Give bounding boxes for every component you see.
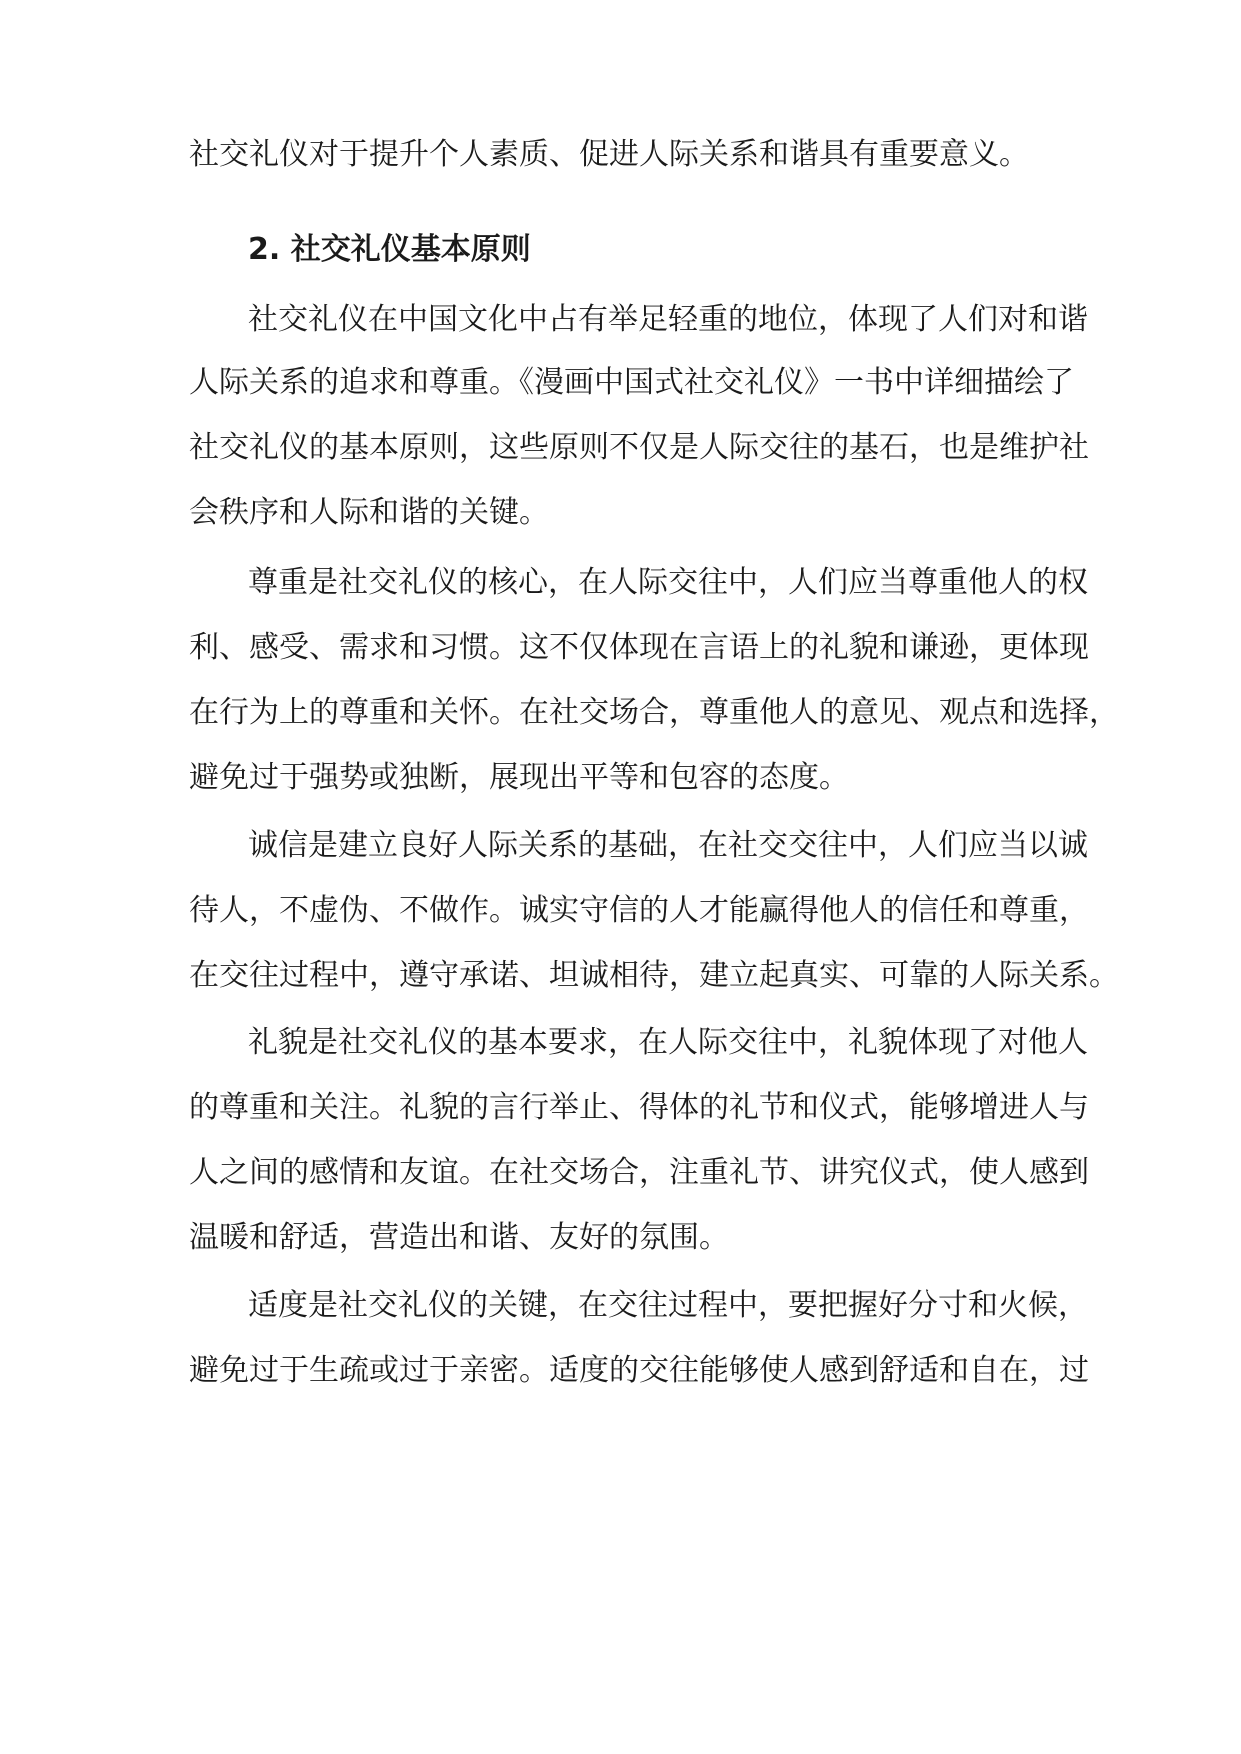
section-heading: 2. 社交礼仪基本原则 xyxy=(248,232,531,267)
paragraph-line: 在交往过程中，遵守承诺、坦诚相待，建立起真实、可靠的人际关系。 xyxy=(189,958,1119,993)
paragraph-line: 会秩序和人际和谐的关键。 xyxy=(189,495,549,530)
paragraph-line: 诚信是建立良好人际关系的基础，在社交交往中，人们应当以诚 xyxy=(248,828,1088,863)
paragraph-line: 适度是社交礼仪的关键，在交往过程中，要把握好分寸和火候， xyxy=(248,1288,1088,1323)
paragraph-line: 的尊重和关注。礼貌的言行举止、得体的礼节和仪式，能够增进人与 xyxy=(189,1090,1089,1125)
paragraph-line: 礼貌是社交礼仪的基本要求，在人际交往中，礼貌体现了对他人 xyxy=(248,1025,1088,1060)
paragraph-line: 温暖和舒适，营造出和谐、友好的氛围。 xyxy=(189,1220,729,1255)
paragraph-line: 尊重是社交礼仪的核心，在人际交往中，人们应当尊重他人的权 xyxy=(248,565,1088,600)
paragraph-line: 社交礼仪的基本原则，这些原则不仅是人际交往的基石，也是维护社 xyxy=(189,430,1089,465)
paragraph-line: 社交礼仪在中国文化中占有举足轻重的地位，体现了人们对和谐 xyxy=(248,302,1088,337)
paragraph-line: 社交礼仪对于提升个人素质、促进人际关系和谐具有重要意义。 xyxy=(189,137,1029,172)
paragraph-line: 避免过于强势或独断，展现出平等和包容的态度。 xyxy=(189,760,849,795)
paragraph-line: 人之间的感情和友谊。在社交场合，注重礼节、讲究仪式，使人感到 xyxy=(189,1155,1089,1190)
paragraph-line: 避免过于生疏或过于亲密。适度的交往能够使人感到舒适和自在，过 xyxy=(189,1353,1089,1388)
paragraph-line: 在行为上的尊重和关怀。在社交场合，尊重他人的意见、观点和选择， xyxy=(189,695,1119,730)
paragraph-line: 待人，不虚伪、不做作。诚实守信的人才能赢得他人的信任和尊重， xyxy=(189,893,1089,928)
paragraph-line: 利、感受、需求和习惯。这不仅体现在言语上的礼貌和谦逊，更体现 xyxy=(189,630,1089,665)
paragraph-line: 人际关系的追求和尊重。《漫画中国式社交礼仪》一书中详细描绘了 xyxy=(189,365,1074,400)
